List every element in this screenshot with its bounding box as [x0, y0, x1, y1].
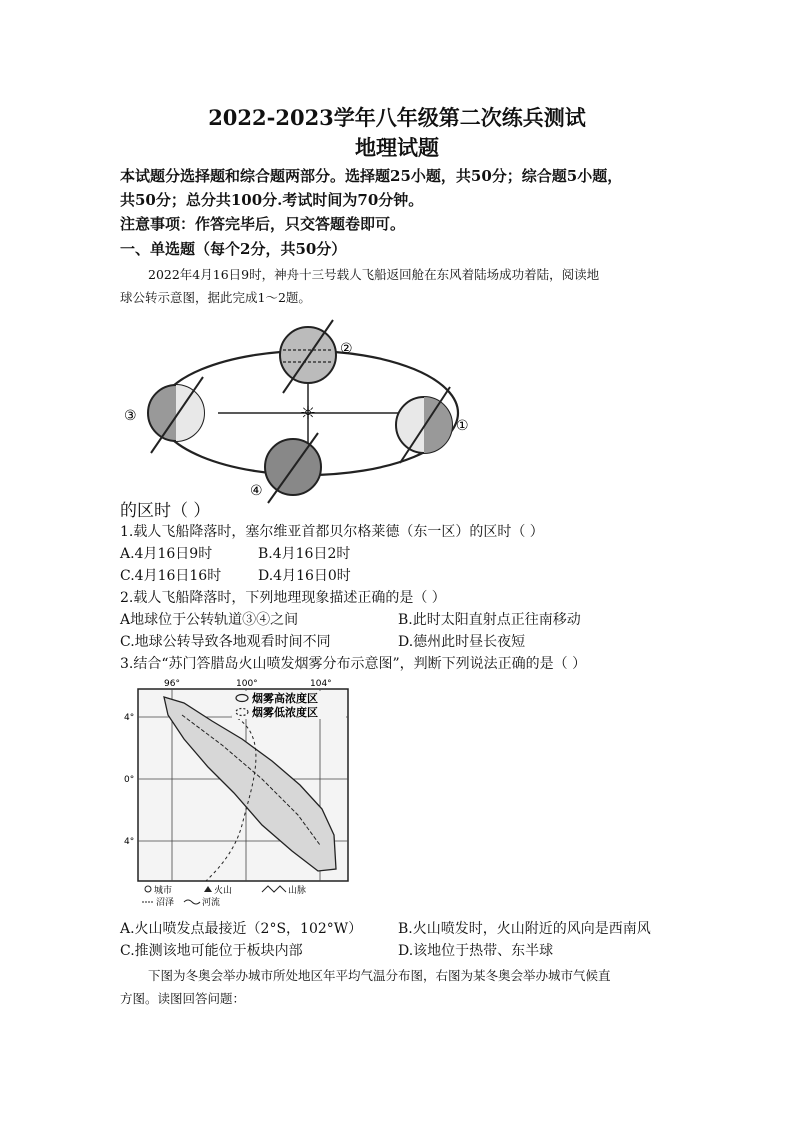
label-4: ④ — [250, 483, 263, 499]
lat-4n: 4° — [124, 713, 135, 723]
earth-position-1 — [396, 387, 452, 463]
stem-1-line-2: 球公转示意图，据此完成1～2题。 — [120, 290, 311, 305]
q3-option-c: C.推测该地可能位于板块内部 — [120, 943, 303, 959]
q2-option-c: C.地球公转导致各地观看时间不同 — [120, 634, 331, 650]
sun-icon: ☼ — [299, 403, 317, 424]
residue-text: 的区时（ ） — [120, 501, 211, 521]
lon-104: 104° — [310, 679, 332, 689]
q2-option-a: A地球位于公转轨道③④之间 — [120, 612, 299, 628]
legend-mountain-icon — [262, 886, 286, 892]
lat-4s: 4° — [124, 837, 135, 847]
lat-0: 0° — [124, 775, 135, 785]
q2-option-d: D.德州此时昼长夜短 — [398, 634, 526, 650]
legend-volcano: 火山 — [214, 886, 233, 896]
legend-volcano-icon — [204, 886, 212, 892]
earth-position-3 — [148, 377, 204, 453]
label-3: ③ — [124, 408, 137, 424]
legend-river: 河流 — [202, 898, 221, 907]
exam-subtitle: 地理试题 — [355, 135, 439, 160]
stem-2-line-2: 方图。读图回答问题： — [120, 991, 246, 1006]
q1-option-a: A.4月16日9时 — [120, 546, 213, 562]
q3-option-b: B.火山喷发时，火山附近的风向是西南风 — [398, 921, 651, 937]
earth-revolution-diagram — [118, 315, 498, 505]
sumatra-smoke-map — [122, 675, 354, 907]
legend-city-icon — [145, 886, 151, 892]
legend-low: 烟雾低浓度区 — [252, 706, 318, 719]
legend-mountain: 山脉 — [288, 886, 307, 896]
q3-option-a: A.火山喷发点最接近（2°S，102°W） — [120, 921, 363, 937]
exam-title: 2022-2023学年八年级第二次练兵测试 — [208, 105, 586, 130]
label-1: ① — [456, 418, 469, 434]
legend-city: 城市 — [154, 886, 173, 896]
legend-river-icon — [184, 900, 200, 904]
stem-2-line-1: 下图为冬奥会举办城市所处地区年平均气温分布图，右图为某冬奥会举办城市气候直 — [148, 968, 611, 983]
question-3-stem: 3.结合“苏门答腊岛火山喷发烟雾分布示意图”，判断下列说法正确的是（ ） — [120, 656, 587, 672]
section-1-heading: 一、单选题（每个2分，共50分） — [120, 240, 347, 258]
earth-position-4 — [265, 433, 321, 503]
question-2-stem: 2.载人飞船降落时，下列地理现象描述正确的是（ ） — [120, 590, 446, 606]
lon-100: 100° — [236, 679, 258, 689]
q1-option-d: D.4月16日0时 — [258, 568, 351, 584]
legend-swamp: 沼泽 — [156, 898, 175, 907]
intro-line-1: 本试题分选择题和综合题两部分。选择题25小题，共50分；综合题5小题， — [120, 167, 623, 185]
earth-position-2 — [280, 320, 336, 393]
q1-option-c: C.4月16日16时 — [120, 568, 222, 584]
stem-1-line-1: 2022年4月16日9时，神舟十三号载人飞船返回舱在东风着陆场成功着陆，阅读地 — [148, 267, 600, 282]
intro-note: 注意事项：作答完毕后，只交答题卷即可。 — [120, 215, 406, 233]
legend-high: 烟雾高浓度区 — [252, 692, 318, 705]
question-1-stem: 1.载人飞船降落时，塞尔维亚首都贝尔格莱德（东一区）的区时（ ） — [120, 524, 544, 540]
intro-line-2: 共50分；总分共100分.考试时间为70分钟。 — [120, 191, 424, 209]
q3-option-d: D.该地位于热带、东半球 — [398, 943, 554, 959]
q2-option-b: B.此时太阳直射点正往南移动 — [398, 612, 581, 628]
lon-96: 96° — [164, 679, 180, 689]
label-2: ② — [340, 341, 353, 357]
q1-option-b: B.4月16日2时 — [258, 546, 351, 562]
